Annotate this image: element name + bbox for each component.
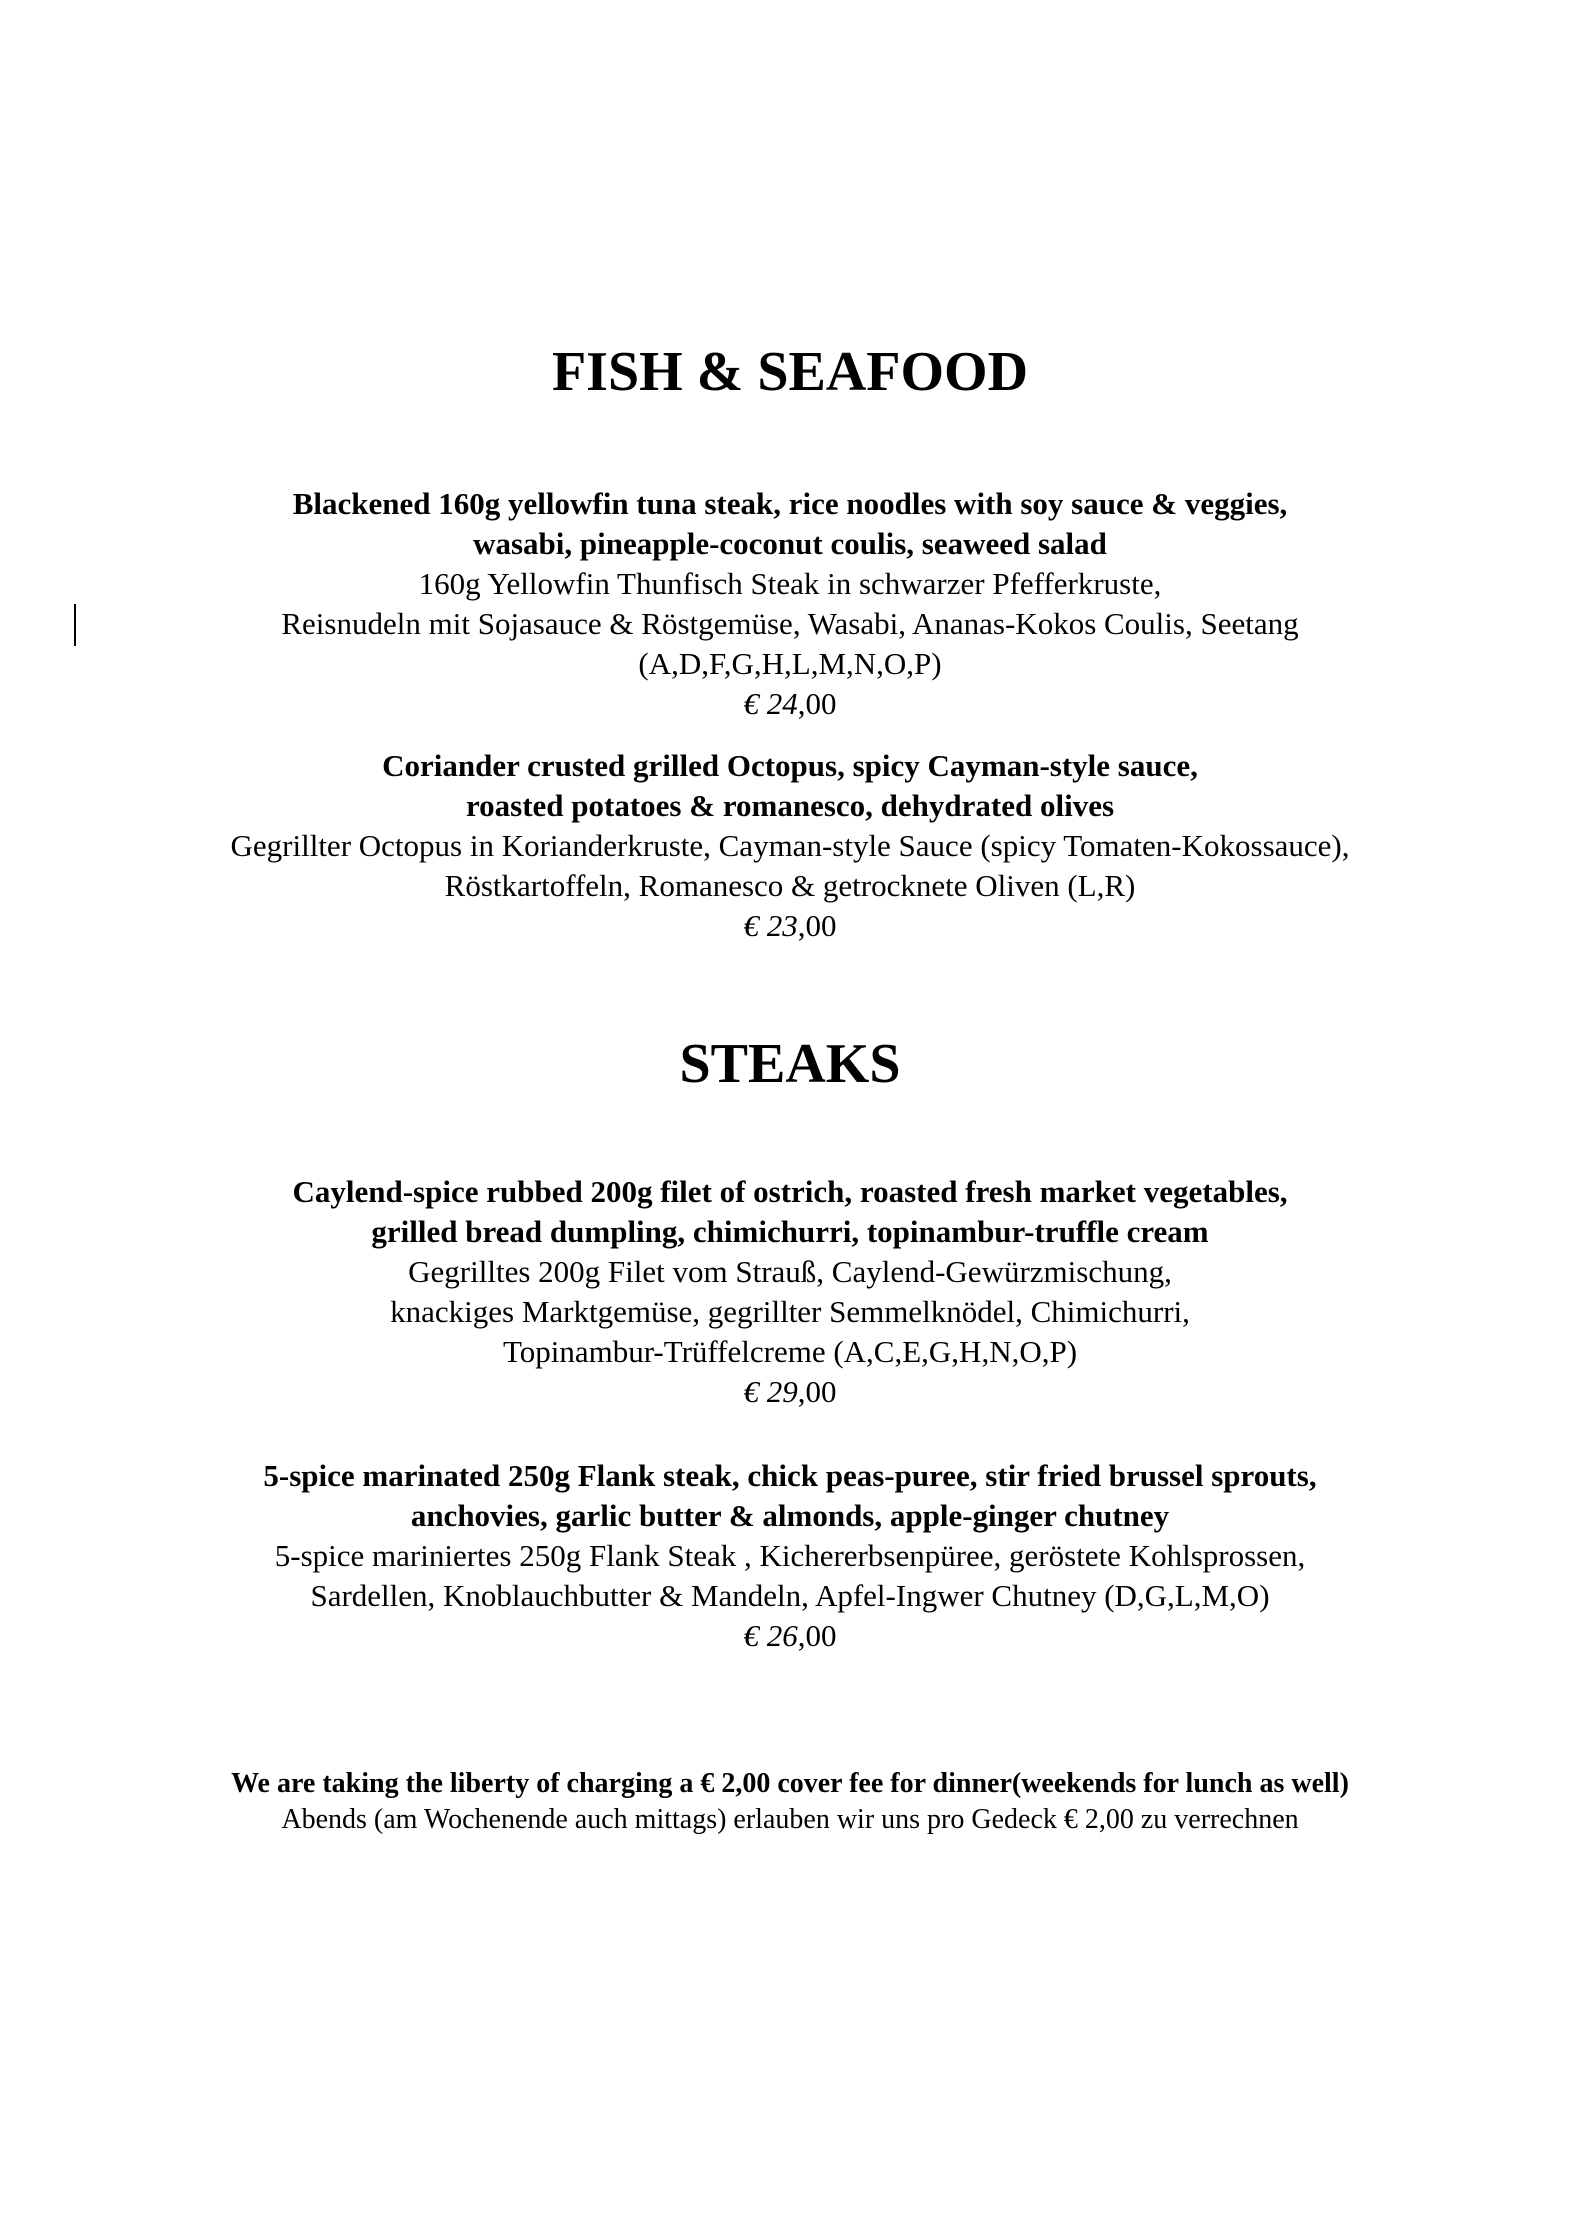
menu-item-ostrich: [110, 1172, 1470, 1412]
price-cents: ,00: [797, 1374, 837, 1409]
price-cents: ,00: [797, 1618, 837, 1653]
item-description-line: Gegrilltes 200g Filet vom Strauß, Caylend-Gewürzmischung,: [408, 1254, 1172, 1289]
item-name-line: 5-spice marinated 250g Flank steak, chick peas-puree, stir fried brussel sprouts,: [263, 1458, 1317, 1493]
menu-item-flank-steak: [110, 1456, 1470, 1656]
section-fish-seafood: [110, 340, 1470, 404]
section-title: FISH & SEAFOOD: [551, 341, 1029, 403]
item-price: [110, 684, 1470, 724]
cover-fee-english: We are taking the liberty of charging a € 2,00 cover fee for dinner(weekends for lunch as well): [231, 1768, 1349, 1799]
section-steaks: [110, 1032, 1470, 1096]
item-description-line: 160g Yellowfin Thunfisch Steak in schwarzer Pfefferkruste,: [418, 566, 1162, 601]
price-currency: €: [743, 1374, 767, 1409]
item-description-line: 5-spice mariniertes 250g Flank Steak , Kichererbsenpüree, geröstete Kohlsprossen,: [274, 1538, 1306, 1573]
price-cents: ,00: [797, 908, 837, 943]
item-description-line: Röstkartoffeln, Romanesco & getrocknete Oliven (L,R): [444, 868, 1136, 903]
item-description-line: Sardellen, Knoblauchbutter & Mandeln, Apfel-Ingwer Chutney (D,G,L,M,O): [310, 1578, 1270, 1613]
cover-fee-german: Abends (am Wochenende auch mittags) erlauben wir uns pro Gedeck € 2,00 zu verrechnen: [281, 1804, 1299, 1835]
menu-item-octopus: [110, 746, 1470, 946]
price-euros: 26: [766, 1618, 798, 1653]
price-cents: ,00: [797, 686, 837, 721]
price-currency: €: [743, 686, 767, 721]
cover-fee-note: [110, 1766, 1470, 1838]
price-euros: 29: [766, 1374, 798, 1409]
section-title: STEAKS: [679, 1033, 901, 1095]
item-price: [110, 1372, 1470, 1412]
item-name-line: anchovies, garlic butter & almonds, apple-ginger chutney: [410, 1498, 1170, 1533]
item-name-line: Blackened 160g yellowfin tuna steak, rice noodles with soy sauce & veggies,: [292, 486, 1288, 521]
item-name-line: wasabi, pineapple-coconut coulis, seaweed salad: [473, 526, 1107, 561]
item-name-line: Caylend-spice rubbed 200g filet of ostrich, roasted fresh market vegetables,: [292, 1174, 1288, 1209]
menu-item-tuna: [110, 484, 1470, 724]
item-price: [110, 906, 1470, 946]
price-euros: 24: [766, 686, 798, 721]
item-name-line: roasted potatoes & romanesco, dehydrated olives: [465, 788, 1115, 823]
item-description-line: Gegrillter Octopus in Korianderkruste, Cayman-style Sauce (spicy Tomaten-Kokossauce),: [230, 828, 1350, 863]
item-name-line: grilled bread dumpling, chimichurri, topinambur-truffle cream: [371, 1214, 1209, 1249]
item-description-line: Reisnudeln mit Sojasauce & Röstgemüse, Wasabi, Ananas-Kokos Coulis, Seetang: [281, 606, 1299, 641]
price-euros: 23: [766, 908, 798, 943]
item-description-line: Topinambur-Trüffelcreme (A,C,E,G,H,N,O,P): [502, 1334, 1078, 1369]
item-name-line: Coriander crusted grilled Octopus, spicy Cayman-style sauce,: [382, 748, 1198, 783]
item-price: [110, 1616, 1470, 1656]
margin-mark: [74, 604, 76, 646]
item-description-line: knackiges Marktgemüse, gegrillter Semmelknödel, Chimichurri,: [390, 1294, 1190, 1329]
item-allergens: (A,D,F,G,H,L,M,N,O,P): [638, 646, 942, 681]
price-currency: €: [743, 908, 767, 943]
price-currency: €: [743, 1618, 767, 1653]
